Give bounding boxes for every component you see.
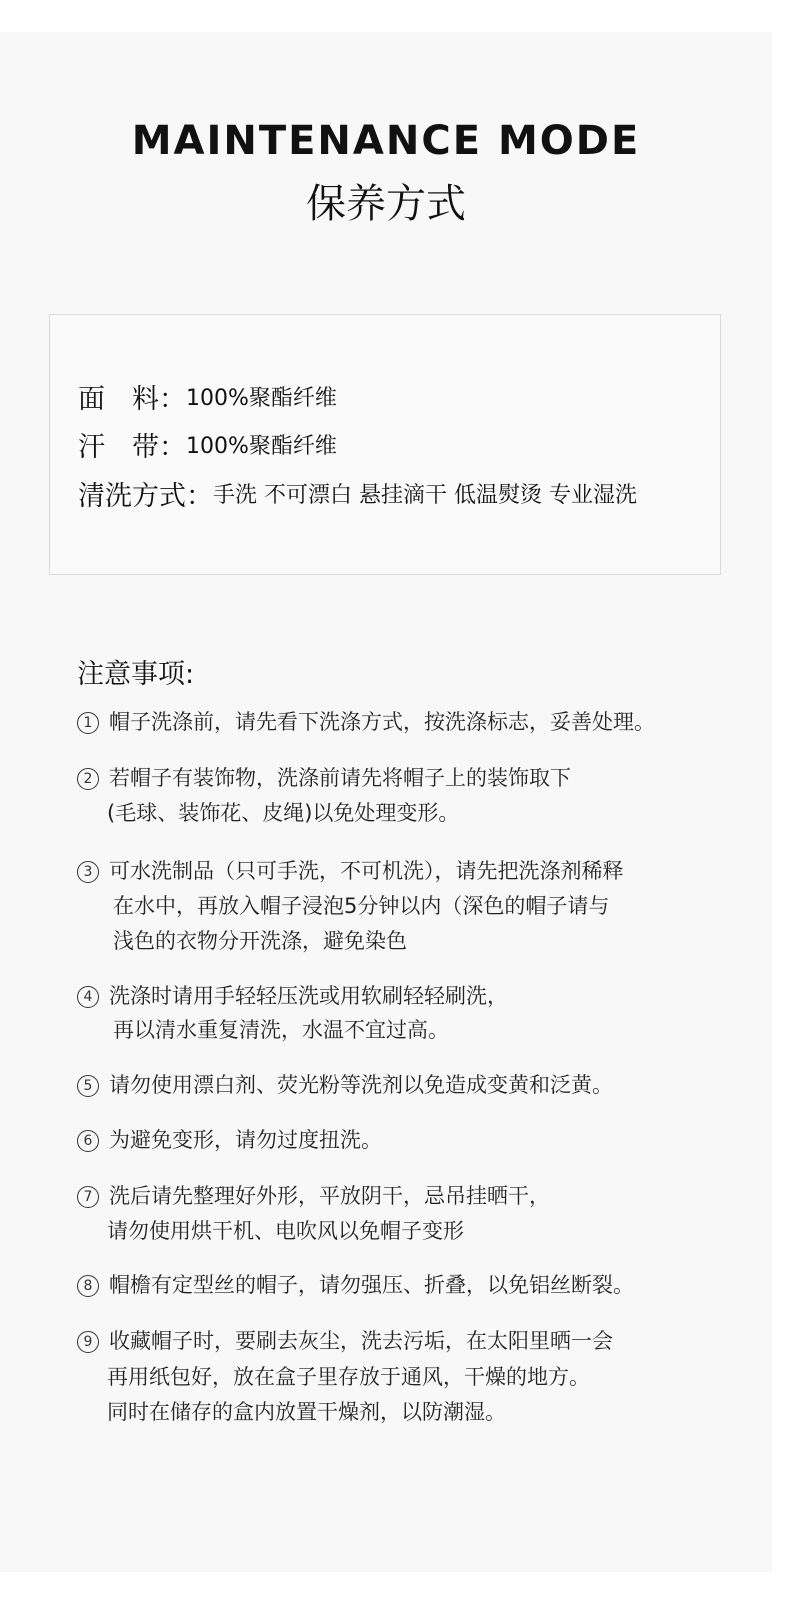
note-continuation: 同时在储存的盒内放置干燥剂，以防潮湿。: [107, 1400, 506, 1424]
note-text: 若帽子有装饰物，洗涤前请先将帽子上的装饰取下: [109, 766, 571, 790]
circled-number-3: 3: [77, 861, 99, 883]
specification-box: [49, 314, 721, 575]
circled-number-4: 4: [77, 986, 99, 1008]
spec-row-fabric: [78, 378, 337, 414]
spec-label-fabric: 面 料：: [78, 383, 186, 415]
note-item-2: [77, 764, 571, 792]
notes-heading: 注意事项:: [77, 659, 195, 690]
circled-number-1: 1: [77, 712, 99, 734]
note-continuation: 在水中，再放入帽子浸泡5分钟以内（深色的帽子请与: [113, 894, 610, 918]
note-text: 收藏帽子时，要刷去灰尘，洗去污垢，在太阳里晒一会: [109, 1329, 613, 1353]
page-title-chinese: 保养方式: [306, 181, 466, 227]
page-title-english: MAINTENANCE MODE: [131, 118, 641, 164]
note-item-5: [77, 1071, 613, 1099]
note-item-1: [77, 708, 655, 736]
spec-value-washing: 手洗 不可漂白 悬挂滴干 低温熨烫 专业湿洗: [213, 482, 637, 508]
note-item-9: [77, 1327, 613, 1355]
note-continuation: 浅色的衣物分开洗涤，避免染色: [113, 929, 407, 953]
note-continuation: 请勿使用烘干机、电吹风以免帽子变形: [107, 1219, 464, 1243]
circled-number-8: 8: [77, 1275, 99, 1297]
spec-row-sweatband: [78, 426, 337, 462]
circled-number-9: 9: [77, 1331, 99, 1353]
note-continuation: (毛球、装饰花、皮绳)以免处理变形。: [107, 801, 460, 825]
note-text: 可水洗制品（只可手洗，不可机洗），请先把洗涤剂稀释: [109, 859, 624, 883]
spec-label-sweatband: 汗 带：: [78, 431, 186, 463]
note-text: 洗涤时请用手轻轻压洗或用软刷轻轻刷洗，: [109, 984, 508, 1008]
note-item-8: [77, 1271, 634, 1299]
spec-value-fabric: 100%聚酯纤维: [186, 385, 337, 411]
circled-number-7: 7: [77, 1186, 99, 1208]
note-text: 请勿使用漂白剂、荧光粉等洗剂以免造成变黄和泛黄。: [109, 1073, 613, 1097]
note-text: 洗后请先整理好外形，平放阴干，忌吊挂晒干，: [109, 1184, 550, 1208]
note-text: 帽子洗涤前，请先看下洗涤方式，按洗涤标志，妥善处理。: [109, 710, 655, 734]
note-item-3: [77, 857, 624, 885]
note-item-7: [77, 1182, 550, 1210]
circled-number-2: 2: [77, 768, 99, 790]
note-continuation: 再用纸包好，放在盒子里存放于通风，干燥的地方。: [107, 1365, 590, 1389]
spec-value-sweatband: 100%聚酯纤维: [186, 433, 337, 459]
note-text: 帽檐有定型丝的帽子，请勿强压、折叠，以免铝丝断裂。: [109, 1273, 634, 1297]
circled-number-5: 5: [77, 1075, 99, 1097]
note-item-6: [77, 1126, 382, 1154]
note-item-4: [77, 982, 508, 1010]
spec-label-washing: 清洗方式：: [78, 480, 213, 512]
note-continuation: 再以清水重复清洗，水温不宜过高。: [113, 1018, 449, 1042]
note-text: 为避免变形，请勿过度扭洗。: [109, 1128, 382, 1152]
spec-row-washing: [78, 475, 637, 511]
circled-number-6: 6: [77, 1130, 99, 1152]
